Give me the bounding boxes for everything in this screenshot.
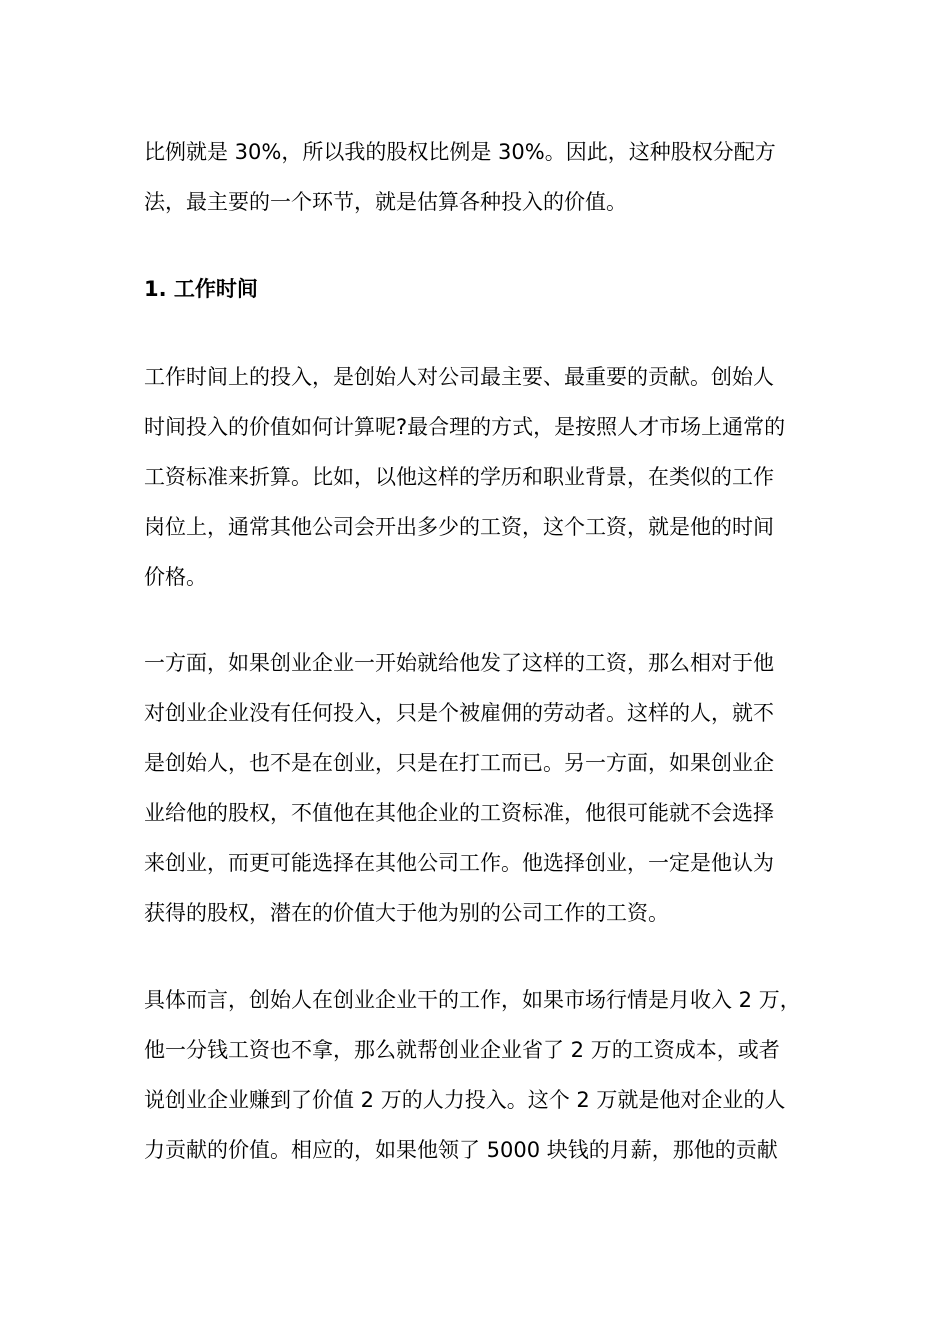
text-line: 一方面，如果创业企业一开始就给他发了这样的工资，那么相对于他 (144, 651, 774, 675)
text-line: 工资标准来折算。比如，以他这样的学历和职业背景，在类似的工作 (144, 465, 774, 489)
text-line: 他一分钱工资也不拿，那么就帮创业企业省了 2 万的工资成本，或者 (144, 1038, 780, 1062)
text-line: 价格。 (144, 565, 207, 589)
text-line: 力贡献的价值。相应的，如果他领了 5000 块钱的月薪，那他的贡献 (144, 1138, 778, 1162)
text-line: 工作时间上的投入，是创始人对公司最主要、最重要的贡献。创始人 (144, 365, 774, 389)
text-line: 具体而言，创始人在创业企业干的工作，如果市场行情是月收入 2 万， (144, 988, 801, 1012)
text-line: 业给他的股权，不值他在其他企业的工资标准，他很可能就不会选择 (144, 801, 774, 825)
text-line: 说创业企业赚到了价值 2 万的人力投入。这个 2 万就是他对企业的人 (144, 1088, 786, 1112)
text-line: 法，最主要的一个环节，就是估算各种投入的价值。 (144, 190, 627, 214)
paragraph-work-time-value (144, 352, 814, 602)
text-line: 岗位上，通常其他公司会开出多少的工资，这个工资，就是他的时间 (144, 515, 774, 539)
paragraph-equity-ratio (144, 127, 814, 227)
paragraph-salary-vs-equity (144, 638, 814, 938)
section-heading-work-time (144, 264, 814, 314)
text-line: 对创业企业没有任何投入，只是个被雇佣的劳动者。这样的人，就不 (144, 701, 774, 725)
text-line: 获得的股权，潜在的价值大于他为别的公司工作的工资。 (144, 901, 669, 925)
text-line: 比例就是 30%，所以我的股权比例是 30%。因此，这种股权分配方 (144, 140, 776, 164)
text-line: 来创业，而更可能选择在其他公司工作。他选择创业，一定是他认为 (144, 851, 774, 875)
text-line: 是创始人，也不是在创业，只是在打工而已。另一方面，如果创业企 (144, 751, 774, 775)
text-line: 时间投入的价值如何计算呢?最合理的方式，是按照人才市场上通常的 (144, 415, 786, 439)
paragraph-concrete-example (144, 975, 814, 1175)
heading-text: 1. 工作时间 (144, 277, 258, 301)
